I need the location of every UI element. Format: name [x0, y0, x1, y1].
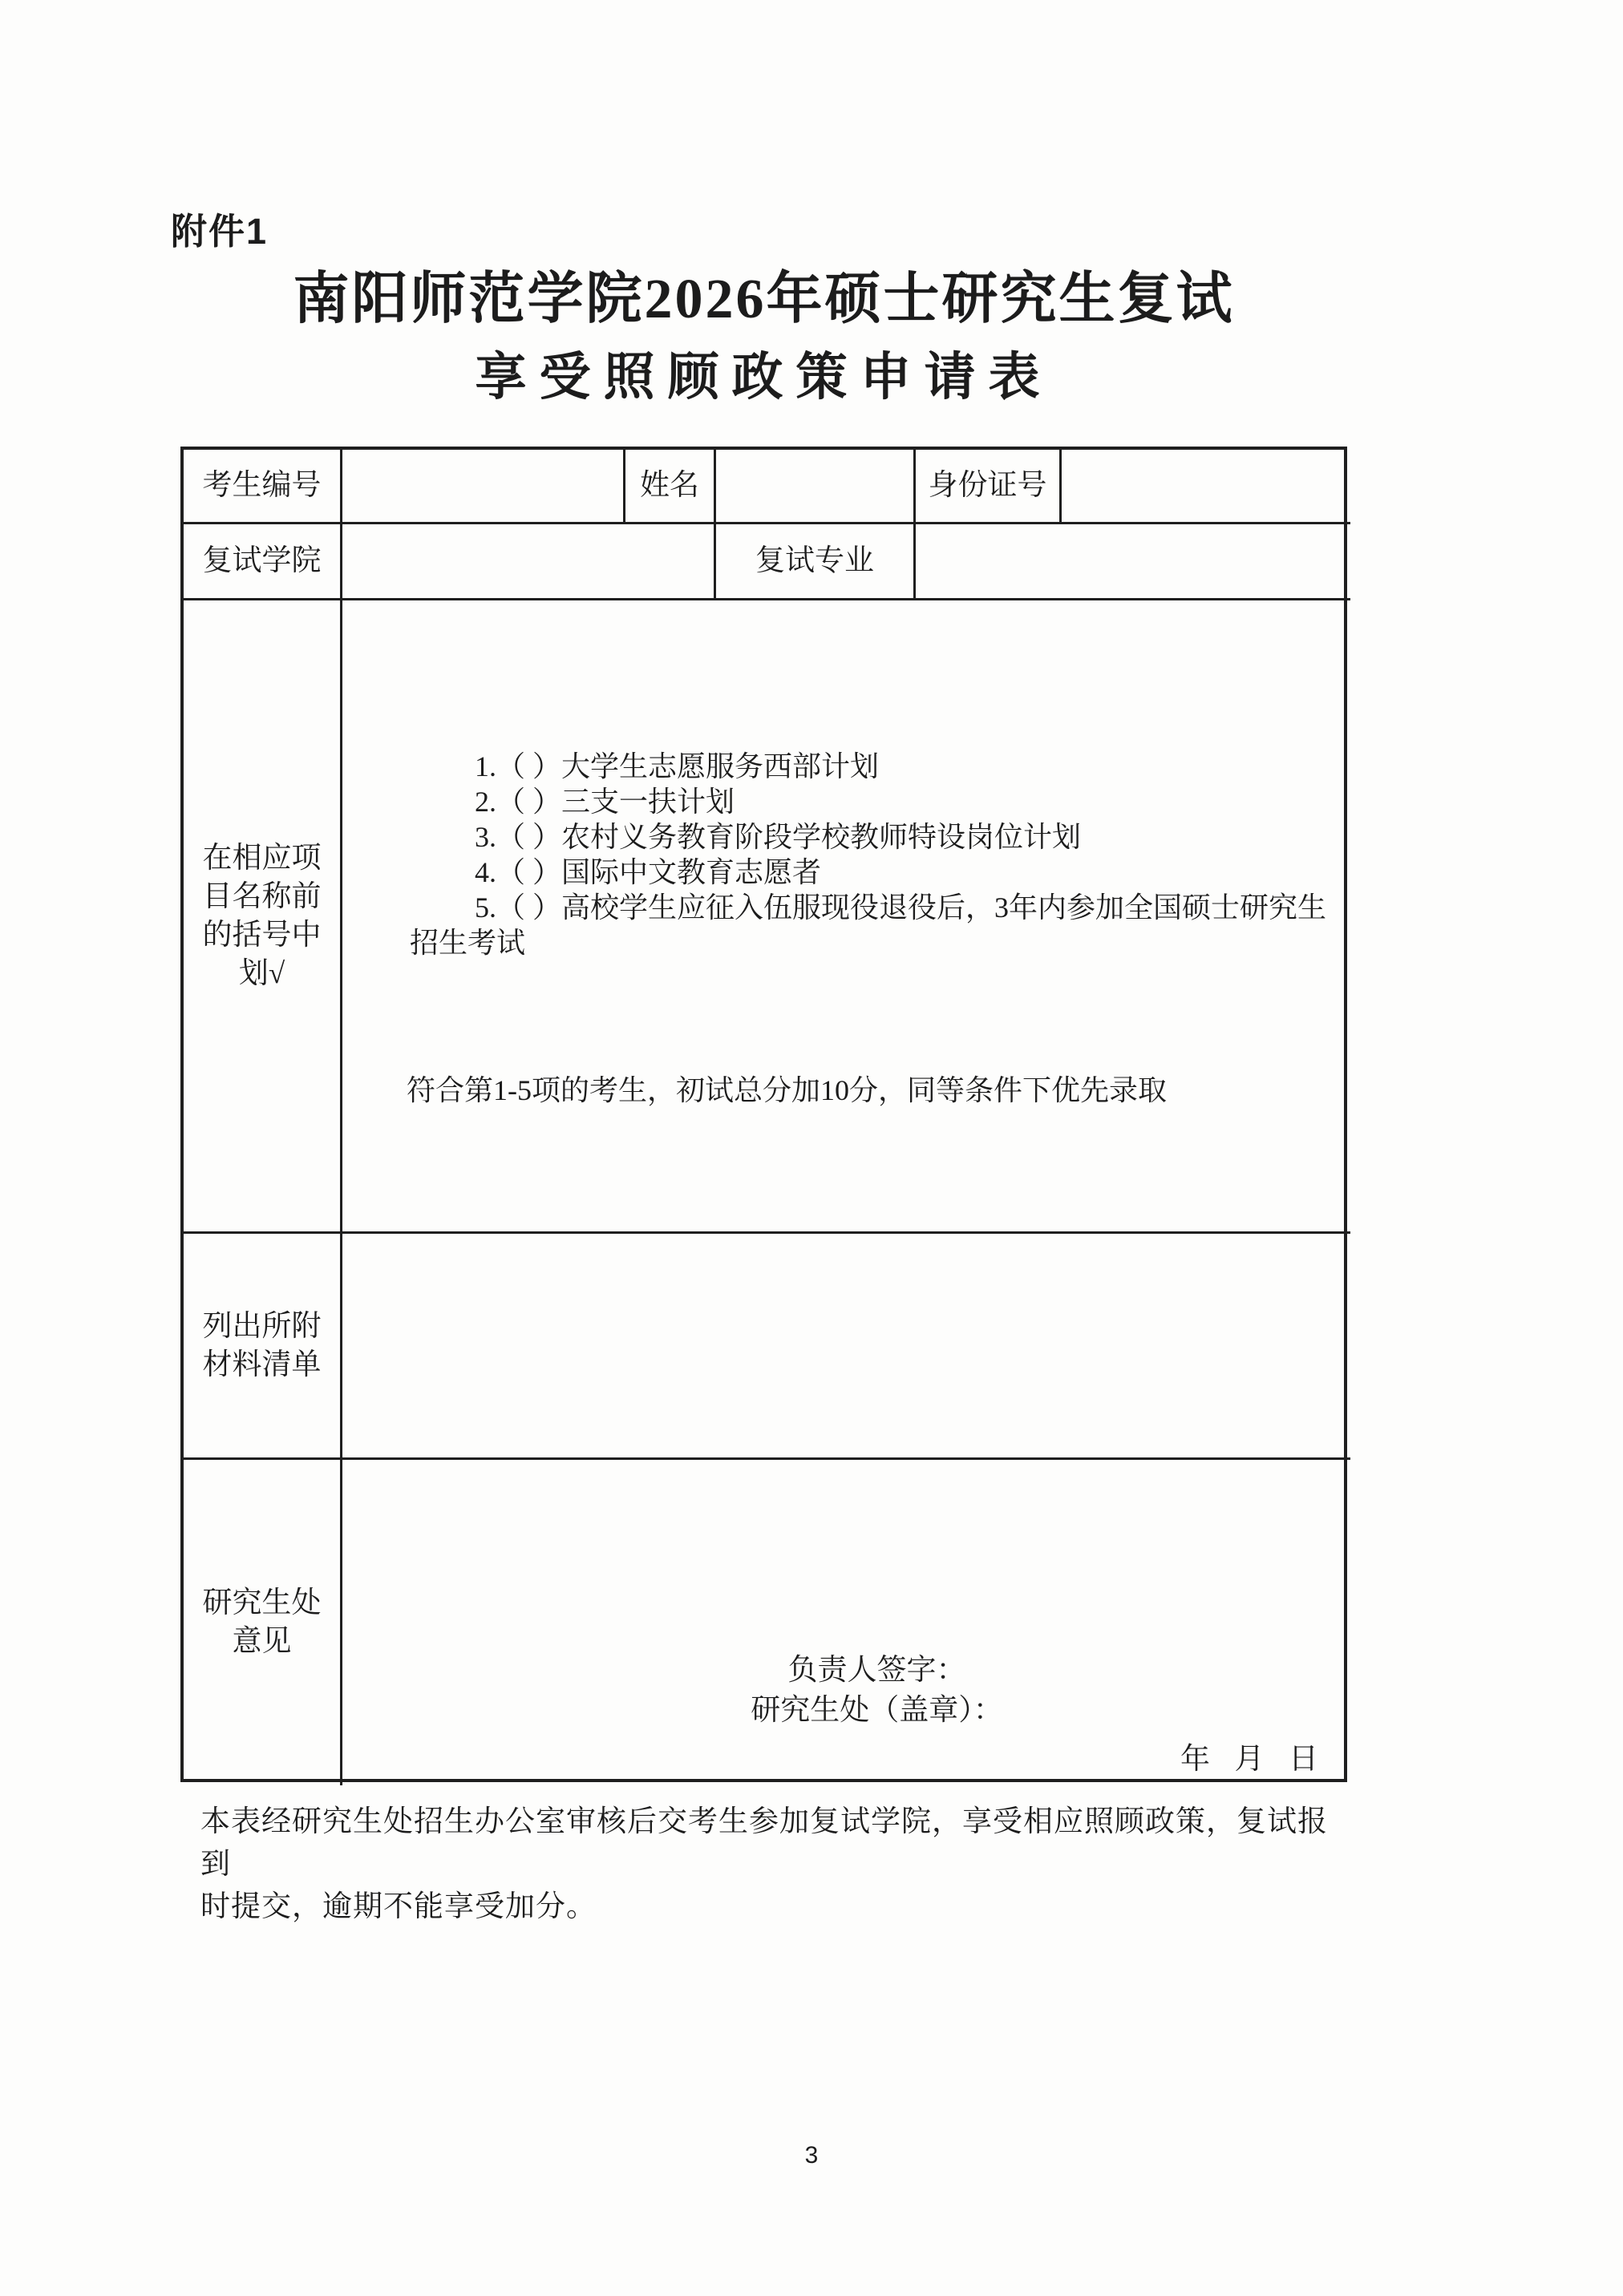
bonus-note: 符合第1-5项的考生，初试总分加10分，同等条件下优先录取 [407, 1074, 1167, 1106]
application-form-table [180, 447, 1347, 1782]
materials-content-cell [342, 1234, 1350, 1460]
name-value-cell [716, 450, 916, 524]
policy-item-2: 2.（ ）三支一扶计划 [475, 786, 735, 818]
office-label-line: 研究生处 [202, 1587, 322, 1619]
policy-item-3: 3.（ ）农村义务教育阶段学校教师特设岗位计划 [475, 821, 1082, 853]
office-row-label-cell [184, 1460, 342, 1785]
policy-label-line: 在相应项 [202, 841, 322, 875]
major-label-cell: 复试专业 [716, 524, 916, 600]
office-content-cell [342, 1460, 1350, 1785]
candidate-number-label-cell: 考生编号 [184, 450, 342, 524]
attachment-label: 附件1 [171, 211, 269, 252]
policy-item-1: 1.（ ）大学生志愿服务西部计划 [475, 750, 880, 782]
policy-item-5-continuation: 招生考试 [410, 927, 526, 959]
materials-label-line: 列出所附 [202, 1309, 322, 1343]
form-title [180, 266, 1347, 409]
footnote [200, 1801, 1355, 1928]
college-label-cell: 复试学院 [184, 524, 342, 600]
id-number-value-cell [1062, 450, 1350, 524]
policy-label-line: 的括号中 [202, 918, 322, 952]
college-value-cell [342, 524, 716, 600]
date-label: 年 月 日 [1180, 1743, 1321, 1776]
policy-content-cell [342, 600, 1350, 1234]
seal-label: 研究生处（盖章）： [751, 1694, 1003, 1727]
materials-row-label-cell [184, 1234, 342, 1460]
materials-label-line: 材料清单 [202, 1348, 322, 1381]
signature-label: 负责人签字： [787, 1654, 966, 1687]
name-label-cell: 姓名 [625, 450, 716, 524]
office-label-line: 意见 [232, 1625, 292, 1658]
signature-block [342, 1651, 1350, 1731]
form-title-line2: 享受照顾政策申请表 [475, 349, 1053, 406]
policy-label-line: 目名称前 [202, 879, 322, 913]
policy-item-4: 4.（ ）国际中文教育志愿者 [475, 856, 822, 888]
policy-item-5: 5.（ ）高校学生应征入伍服现役退役后，3年内参加全国硕士研究生 [475, 891, 1327, 924]
footnote-line2: 时提交，逾期不能享受加分。 [200, 1890, 597, 1923]
page-number: 3 [804, 2142, 819, 2169]
policy-label-line: 划√ [238, 956, 285, 990]
id-number-label-cell: 身份证号 [916, 450, 1062, 524]
candidate-number-value-cell [342, 450, 625, 524]
footnote-line1: 本表经研究生处招生办公室审核后交考生参加复试学院，享受相应照顾政策，复试报到 [200, 1805, 1328, 1881]
major-value-cell [916, 524, 1350, 600]
form-title-line1: 南阳师范学院2026年硕士研究生复试 [293, 269, 1235, 330]
policy-row-label-cell [184, 600, 342, 1234]
